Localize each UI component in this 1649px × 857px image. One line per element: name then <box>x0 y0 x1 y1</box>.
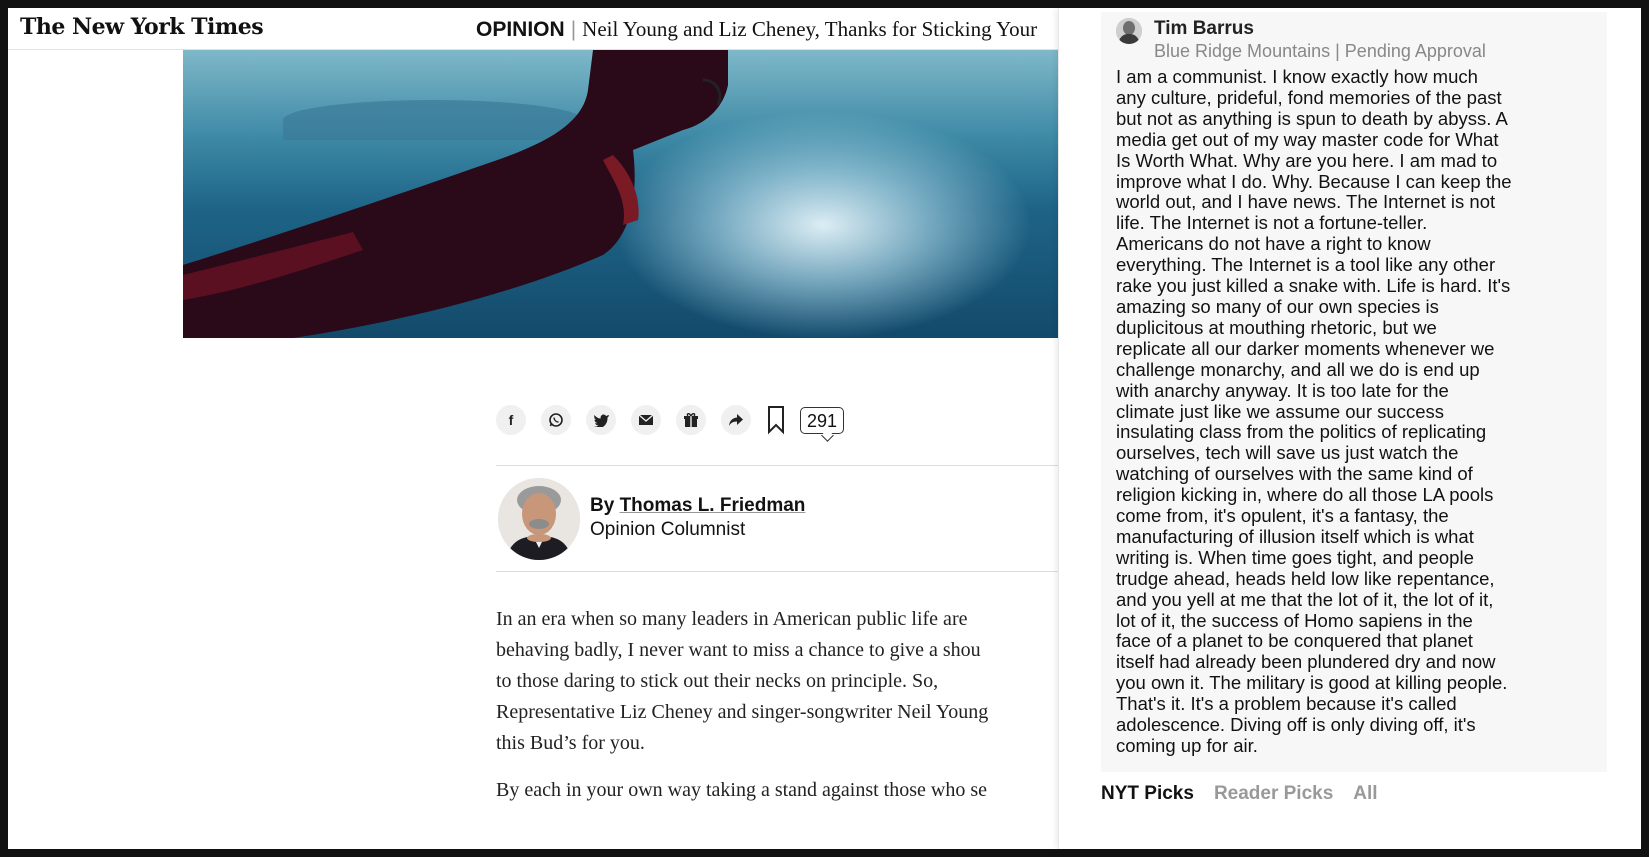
byline <box>590 494 805 542</box>
headline-bar <box>476 17 1037 42</box>
tab-all[interactable]: All <box>1353 783 1378 804</box>
article-header <box>8 8 1108 50</box>
email-icon[interactable] <box>631 405 661 435</box>
article-line: In an era when so many leaders in American public life are <box>496 608 968 630</box>
arm-silhouette <box>183 50 1108 338</box>
gift-icon[interactable] <box>676 405 706 435</box>
twitter-icon[interactable] <box>586 405 616 435</box>
nyt-logo[interactable]: The New York Times <box>20 14 264 40</box>
comments-panel <box>1058 8 1641 849</box>
comment-card <box>1101 12 1607 772</box>
article-line: this Bud’s for you. <box>496 732 645 754</box>
tab-nyt-picks[interactable]: NYT Picks <box>1101 783 1194 804</box>
commenter-avatar[interactable] <box>1116 18 1142 44</box>
divider <box>496 465 1108 466</box>
tab-reader-picks[interactable]: Reader Picks <box>1213 783 1334 804</box>
headline-title: Neil Young and Liz Cheney, Thanks for Sticking Your <box>582 17 1038 41</box>
paragraph <box>496 775 1056 806</box>
hero-image <box>183 50 1108 338</box>
author-avatar[interactable] <box>498 478 580 560</box>
section-label[interactable]: OPINION <box>476 18 565 41</box>
divider <box>496 571 1108 572</box>
article-line: Representative Liz Cheney and singer-songwriter Neil Young <box>496 701 989 723</box>
facebook-icon[interactable]: f <box>496 405 526 435</box>
article-line: to those daring to stick out their necks on principle. So, <box>496 670 939 692</box>
byline-prefix: By <box>590 495 615 516</box>
commenter-location: Blue Ridge Mountains <box>1154 41 1331 61</box>
comment-meta: Blue Ridge Mountains | Pending Approval <box>1154 41 1486 61</box>
commenter-name[interactable]: Tim Barrus <box>1154 18 1254 39</box>
share-icon[interactable] <box>721 405 751 435</box>
comment-tabs <box>1101 783 1378 805</box>
comment-body: I am a communist. I know exactly how much any culture, prideful, fond memories of the past but not as anything is spun to death by abyss. A media get out of my way master code for What Is Worth What. Why are you here. I am mad to improve what I do. Why. Because I can keep the world out, and I have news. The Internet is not life. The Internet is not a fortune-teller. Americans do not have a right to know everything. The Internet is a tool like any other rake you just killed a snake with. Life is hard. It's amazing so many of our own species is duplicitous at mouthing rhetoric, but we replicate all our darker moments whenever we challenge monarchy, and all we do is end up with anarchy anyway. It is too late for the climate just like we assume our success insulating class from the politics of replicating ourselves, tech will save us just watch the watching of ourselves with the same kind of religion kicking in, where do all those LA pools come from, it's opulent, it's a fantasy, the manufacturing of illusion itself which is what writing is. When time goes tight, and people trudge ahead, heads held low like repentance, and you yell at me that the lot of it, the lot of it, lot of it, the success of Homo sapiens in the face of a planet to be conquered that planet itself had already been plundered dry and now you own it. The military is good at killing people. That's it. It's a problem because it's called adolescence. Diving off is only diving off, it's coming up for air. <box>1116 66 1512 756</box>
share-toolbar <box>496 403 844 437</box>
author-role: Opinion Columnist <box>590 519 746 540</box>
paragraph <box>496 604 1056 759</box>
article-line: By each in your own way taking a stand against those who se <box>496 779 988 801</box>
comments-count-button[interactable]: 291 <box>800 407 844 434</box>
browser-frame <box>8 8 1641 849</box>
separator: | <box>570 18 577 41</box>
whatsapp-icon[interactable] <box>541 405 571 435</box>
article-body <box>496 604 1056 806</box>
author-link[interactable]: Thomas L. Friedman <box>619 495 806 516</box>
bookmark-icon[interactable] <box>766 405 786 435</box>
article-line: behaving badly, I never want to miss a chance to give a shou <box>496 639 981 661</box>
comment-status: Pending Approval <box>1344 41 1486 61</box>
